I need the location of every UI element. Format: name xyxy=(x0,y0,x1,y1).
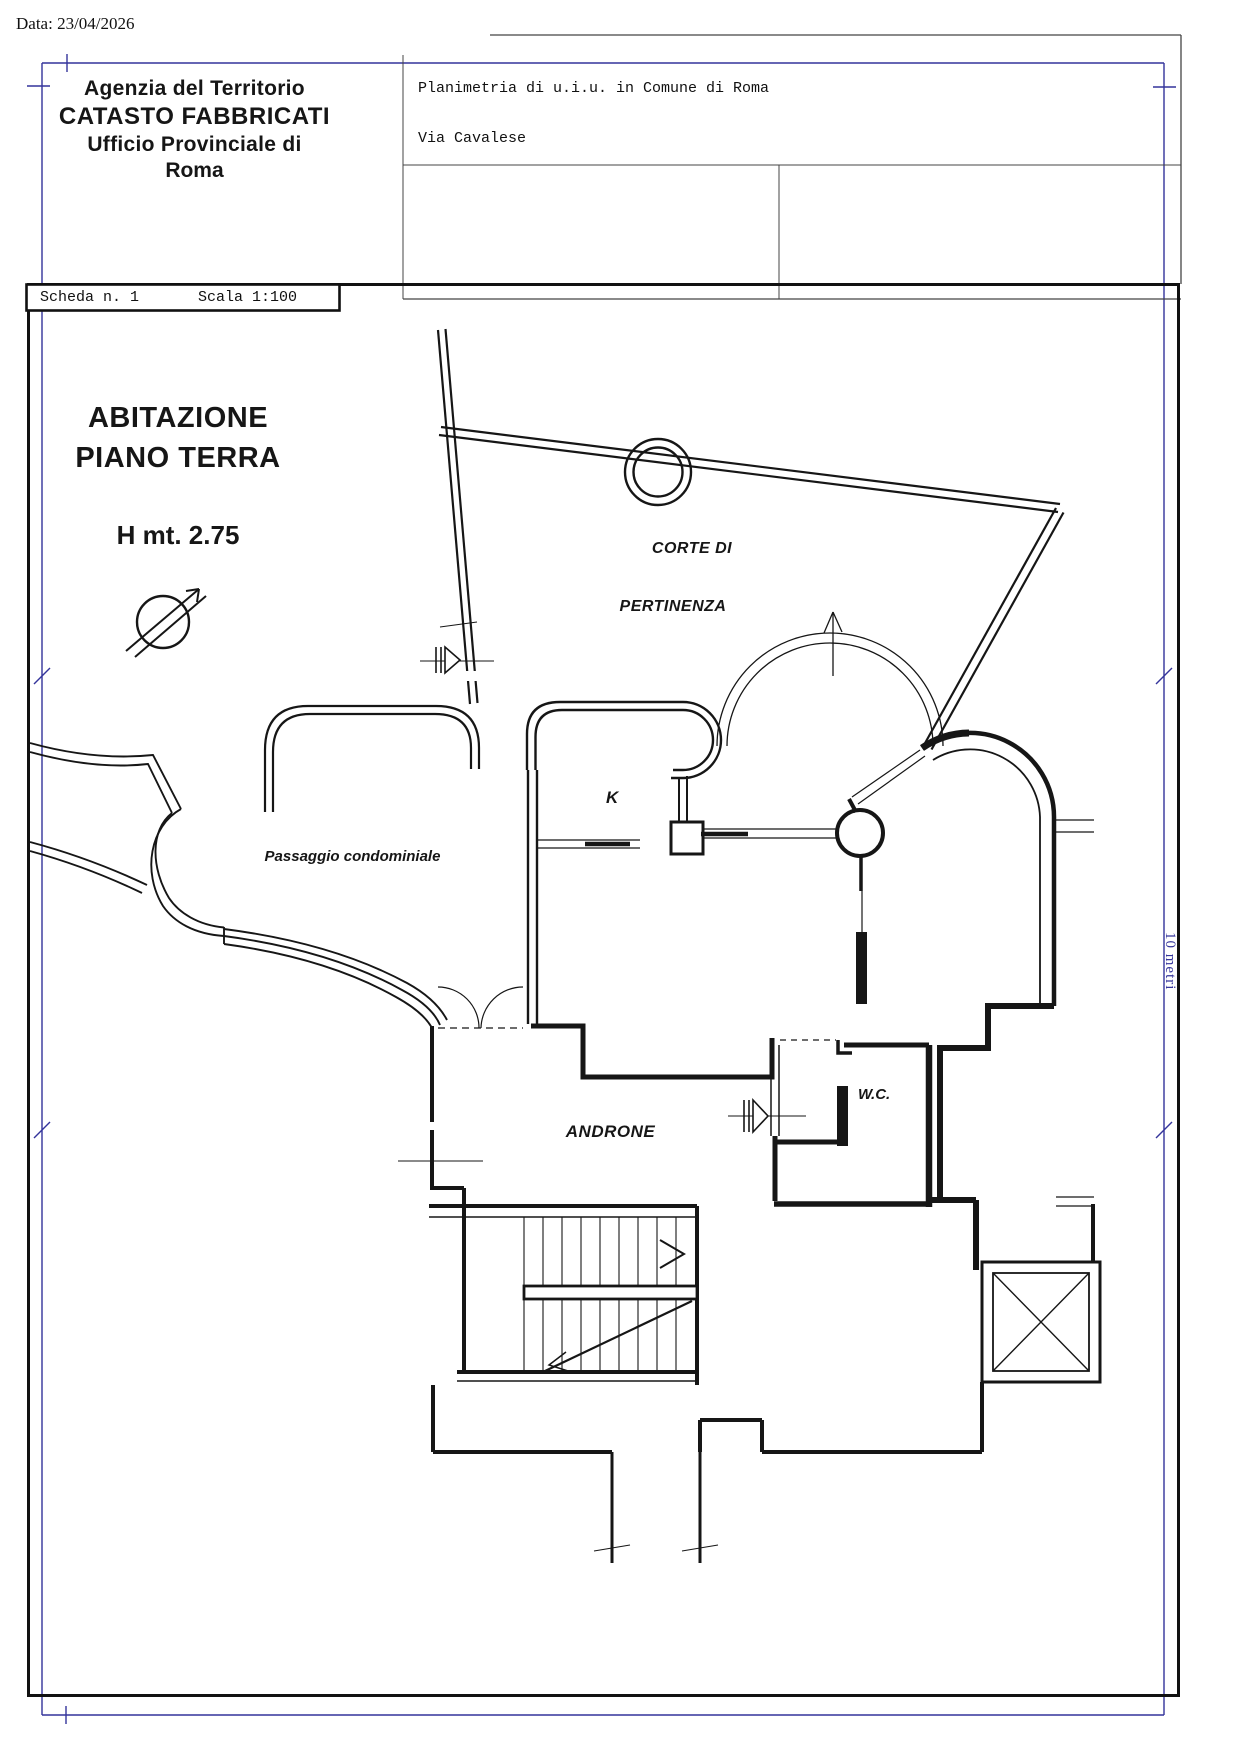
room-label-wc: W.C. xyxy=(858,1086,891,1103)
kitchen-walls xyxy=(527,702,836,1024)
courtyard-arch xyxy=(717,612,943,746)
door-icon-courtyard xyxy=(420,647,494,673)
agency-line4: Roma xyxy=(165,159,224,182)
date-label: Data: 23/04/2026 xyxy=(16,14,135,33)
scale-bar-label: 10 metri xyxy=(1162,932,1178,991)
agency-line3: Ufficio Provinciale di xyxy=(87,133,302,156)
header-rules xyxy=(403,35,1181,299)
room-label-courtyard-1: CORTE DI xyxy=(651,540,733,557)
plan-title: Planimetria di u.i.u. in Comune di Roma xyxy=(418,80,770,97)
address-label: Via Cavalese xyxy=(418,130,527,147)
bottom-walls xyxy=(433,1382,982,1563)
elevator-shaft xyxy=(982,1197,1100,1382)
north-arrow-icon xyxy=(126,589,206,657)
rounded-room-walls xyxy=(265,706,479,812)
room-label-passage: Passaggio condominiale xyxy=(264,848,441,865)
well-icon xyxy=(625,439,691,505)
staircase xyxy=(429,1206,697,1385)
dome-bay-walls xyxy=(922,733,1094,1270)
plan-border xyxy=(29,285,1179,1696)
agency-line2: CATASTO FABBRICATI xyxy=(58,103,331,130)
room-label-kitchen: K xyxy=(606,788,619,807)
wc-walls xyxy=(771,1040,929,1207)
door-icon-wc xyxy=(728,1100,806,1132)
passage-walls xyxy=(30,743,447,1030)
zone-title-line2: PIANO TERRA xyxy=(75,442,281,474)
agency-header xyxy=(42,78,347,181)
room-label-hall: ANDRONE xyxy=(565,1122,656,1141)
agency-line1: Agenzia del Territorio xyxy=(84,77,305,100)
sheet-number-label: Scheda n. 1 xyxy=(40,289,140,306)
column xyxy=(837,750,925,1004)
room-label-courtyard-2: PERTINENZA xyxy=(619,598,727,615)
zone-title-line1: ABITAZIONE xyxy=(87,402,269,434)
scale-label: Scala 1:100 xyxy=(198,289,298,306)
height-label: H mt. 2.75 xyxy=(116,520,240,550)
double-door-icon xyxy=(438,987,523,1028)
